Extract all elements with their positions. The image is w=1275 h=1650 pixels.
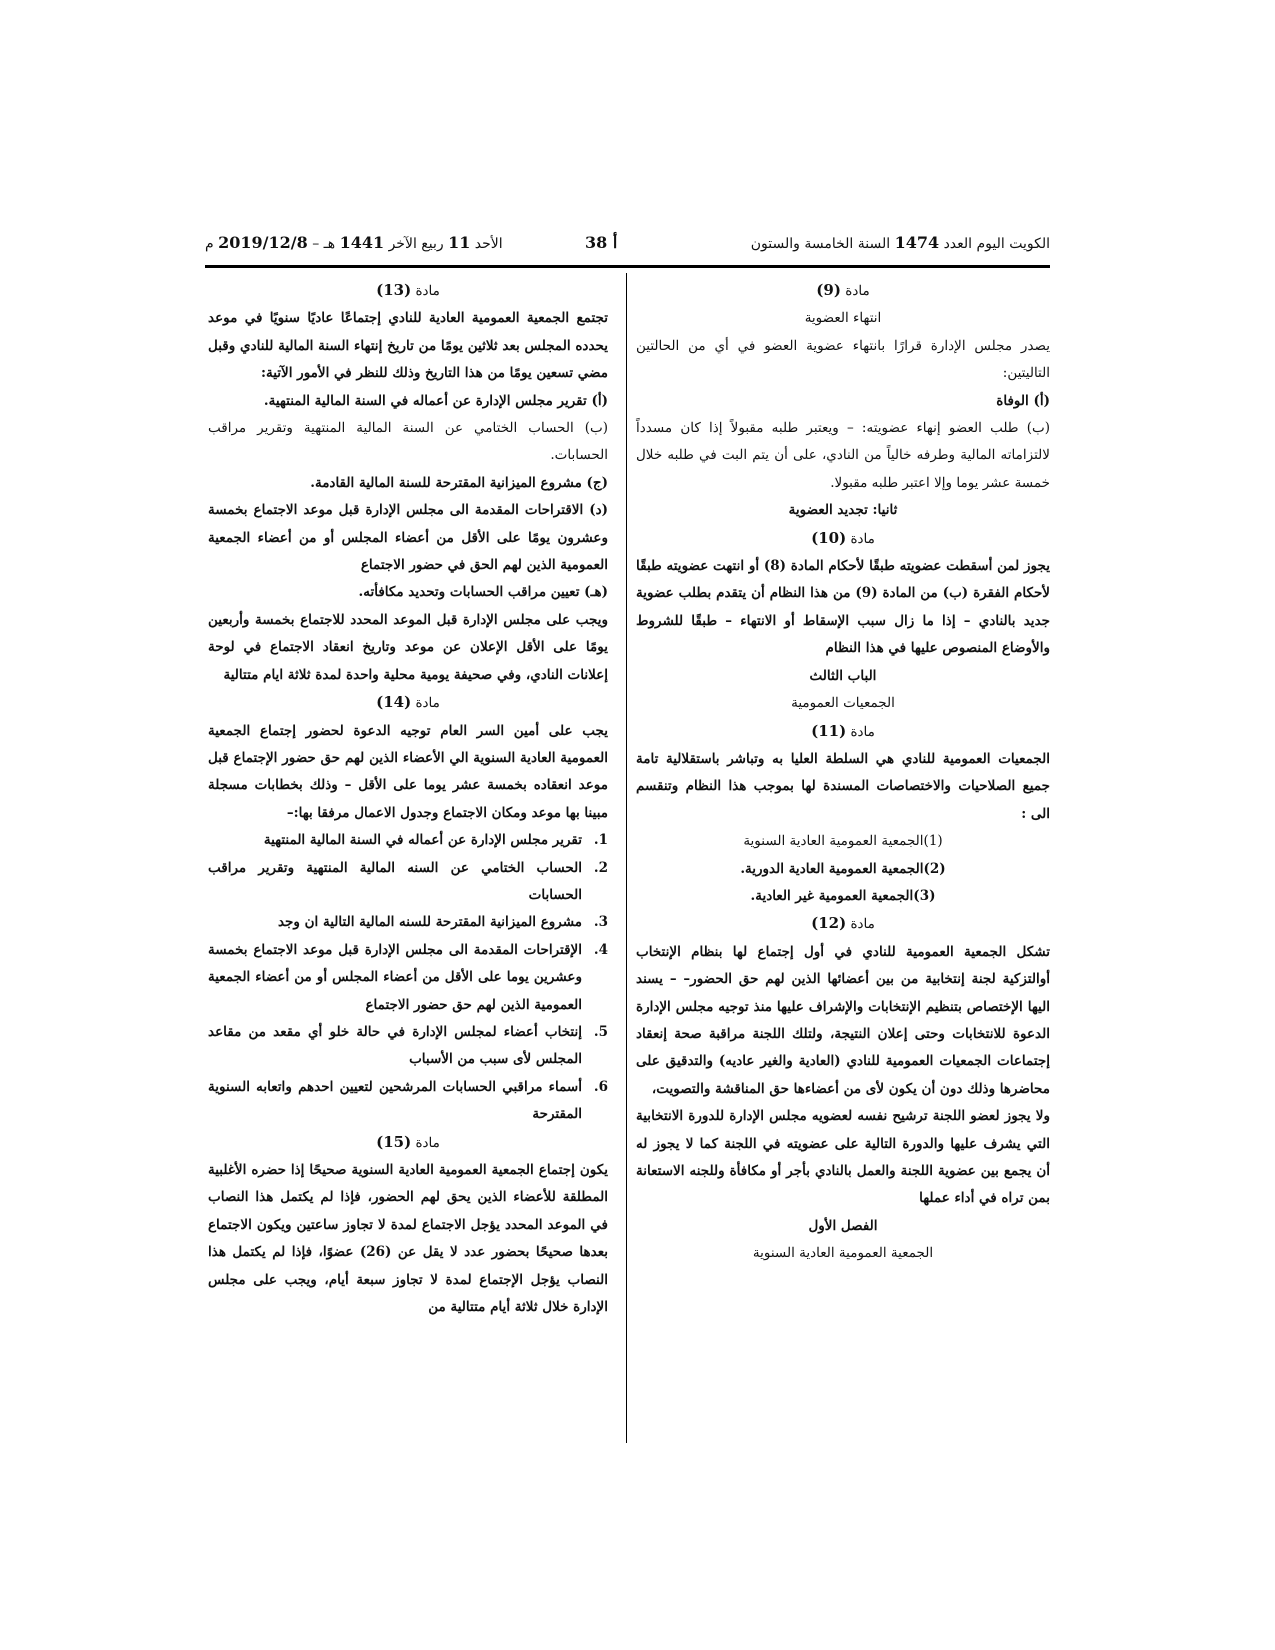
article-12-heading: مادة (12) bbox=[811, 914, 875, 933]
list-item: 2. الحساب الختامي عن السنه المالية المنتهية وتقرير مراقب الحسابات bbox=[208, 859, 608, 903]
header-publication-suffix: السنة الخامسة والستون bbox=[750, 236, 891, 252]
header-issue-number: 1474 bbox=[894, 233, 940, 252]
list-item: 1. تقرير مجلس الإدارة عن أعماله في السنة المالية المنتهية bbox=[263, 832, 608, 849]
article-9-item-a: (أ) الوفاة bbox=[996, 392, 1050, 409]
header-date bbox=[205, 233, 503, 252]
list-item: 4. الإقتراحات المقدمة الى مجلس الإدارة قبل موعد الاجتماع بخمسة وعشرين يوما على الأقل من أعضاء المجلس أو من أعضاء الجمعية العمومية الذين لهم حق حضور الاجتماع bbox=[208, 941, 608, 1013]
article-13-item-c: (ج) مشروع الميزانية المقترحة للسنة المالية القادمة. bbox=[310, 474, 608, 491]
article-13-text-2: ويجب على مجلس الإدارة قبل الموعد المحدد للاجتماع بخمسة وأربعين يومًا على الأقل الإعلان عن موعد وتاريخ انعقاد الاجتماع في لوحة إعلانات النادي، وفي صحيفة يومية محلية واحدة لمدة ثلاثة ايام متتالية bbox=[208, 611, 608, 683]
article-13-item-e: (هـ) تعيين مراقب الحسابات وتحديد مكافأته. bbox=[358, 584, 608, 601]
header-publication bbox=[751, 233, 1050, 252]
left-column bbox=[208, 277, 608, 1321]
header-hijri-day: 11 bbox=[448, 233, 471, 252]
article-14-text: يجب على أمين السر العام توجيه الدعوة لحضور إجتماع الجمعية العمومية العادية السنوية الي الأعضاء الذين لهم حق حضور الإجتماع قبل موعد انعقاده بخمسة عشر يوما على الأقل – وذلك بخطابات مسجلة مبينا بها موعد ومكان الاجتماع وجدول الاعمال مرفقا بها:– bbox=[208, 722, 608, 821]
chapter-3-heading: الباب الثالث bbox=[809, 667, 877, 684]
header-gregorian-date: 2019/12/8 bbox=[218, 233, 308, 252]
article-12-text: تشكل الجمعية العمومية للنادي في أول إجتماع لها بنظام الإنتخاب أوالتزكية لجنة إنتخابية من بين أعضائها الذين لهم حق الحضور– – يسند اليها الإختصاص بتنظيم الإنتخابات والإشراف عليها منذ توجيه مجلس الإدارة الدعوة للانتخابات وحتى إعلان النتيجة، ولتلك اللجنة مراقبة صحة إنعقاد إجتماعات الجمعيات العمومية للنادي (العادية والغير عاديه) والتدقيق على محاضرها وذلك دون أن يكون لأى من أعضاءها حق المناقشة والتصويت، bbox=[636, 943, 1050, 1097]
article-9-subtitle: انتهاء العضوية bbox=[804, 310, 882, 327]
article-10-text: يجوز لمن أسقطت عضويته طبقًا لأحكام المادة (8) أو انتهت عضويته طبقًا لأحكام الفقرة (ب) من المادة (9) من هذا النظام أن يتقدم بطلب عضوية جديد بالنادي – إذا ما زال سبب الإسقاط أو الانتهاء – طبقًا للشروط والأوضاع المنصوص عليها في هذا النظام bbox=[636, 558, 1051, 657]
header-page-number: أ 38 bbox=[585, 233, 618, 252]
article-15-heading: مادة (15) bbox=[376, 1132, 440, 1151]
article-11-text: الجمعيات العمومية للنادي هي السلطة العليا به وتباشر باستقلالية تامة جميع الصلاحيات والاختصاصات المسندة لها بموجب هذا النظام وتنقسم الى : bbox=[636, 750, 1050, 822]
article-11-heading: مادة (11) bbox=[811, 721, 875, 740]
article-13-heading: مادة (13) bbox=[376, 281, 440, 299]
header-gregorian-suffix: م bbox=[205, 236, 214, 252]
article-10-heading: مادة (10) bbox=[811, 528, 875, 547]
list-item: 5. إنتخاب أعضاء لمجلس الإدارة في حالة خلو أي مقعد من مقاعد المجلس لأى سبب من الأسباب bbox=[208, 1023, 608, 1068]
section-first-heading: الفصل الأول bbox=[808, 1217, 878, 1234]
right-column bbox=[636, 277, 1050, 1268]
section-renewal: ثانيا: تجديد العضوية bbox=[788, 502, 898, 519]
chapter-3-subtitle: الجمعيات العمومية bbox=[791, 695, 895, 712]
header-rule bbox=[205, 265, 1050, 268]
section-first-subtitle: الجمعية العمومية العادية السنوية bbox=[752, 1245, 934, 1262]
article-9-heading: مادة (9) bbox=[816, 281, 870, 299]
article-9-item-b: (ب) طلب العضو إنهاء عضويته: – ويعتبر طلبه مقبولاً إذا كان مسدداً لالتزاماته المالية وطرفه خالياً من النادي، على أن يتم البت في طلبه خلال خمسة عشر يوما وإلا اعتبر طلبه مقبولا. bbox=[636, 420, 1050, 491]
header-day: الأحد bbox=[474, 236, 503, 252]
article-11-item-3: (3)الجمعية العمومية غير العادية. bbox=[750, 887, 936, 904]
article-13-text: تجتمع الجمعية العمومية العادية للنادي إجتماعًا عاديًا سنويًا في موعد يحدده المجلس بعد ثلاثين يومًا من تاريخ إنتهاء السنة المالية للنادي وقبل مضي تسعين يومًا من هذا التاريخ وذلك للنظر في الأمور الآتية: bbox=[208, 310, 608, 382]
page-header bbox=[205, 233, 1050, 265]
article-14-heading: مادة (14) bbox=[376, 693, 440, 712]
header-hijri-year: 1441 bbox=[339, 233, 385, 252]
article-13-item-b: (ب) الحساب الختامي عن السنة المالية المنتهية وتقرير مراقب الحسابات. bbox=[208, 420, 608, 464]
article-13-item-d: (د) الاقتراحات المقدمة الى مجلس الإدارة قبل موعد الاجتماع بخمسة وعشرون يومًا على الأقل من أعضاء المجلس أو من أعضاء الجمعية العمومية الذين لهم الحق في حضور الاجتماع bbox=[208, 502, 608, 574]
column-divider bbox=[626, 273, 627, 1443]
list-item: 3. مشروع الميزانية المقترحة للسنه المالية التالية ان وجد bbox=[277, 914, 608, 931]
header-hijri-month: ربيع الآخر bbox=[388, 236, 444, 252]
article-11-item-2: (2)الجمعية العمومية العادية الدورية. bbox=[740, 860, 946, 877]
header-publication-prefix: الكويت اليوم العدد bbox=[943, 236, 1050, 252]
article-11-item-1: (1)الجمعية العمومية العادية السنوية bbox=[743, 833, 943, 850]
article-12-text-2: ولا يجوز لعضو اللجنة ترشيح نفسه لعضويه مجلس الإدارة للدورة الانتخابية التي يشرف عليها والدورة التالية على عضويته في اللجنة كما لا يجوز له أن يجمع بين عضوية اللجنة والعمل بالنادي بأجر أو مكافأة وللجنه الاستعانة بمن تراه في أداء عملها bbox=[636, 1108, 1050, 1207]
list-item: 6. أسماء مراقبي الحسابات المرشحين لتعيين احدهم واتعابه السنوية المقترحة bbox=[208, 1078, 608, 1123]
header-hijri-suffix: هـ – bbox=[312, 236, 336, 252]
article-9-text: يصدر مجلس الإدارة قرارًا بانتهاء عضوية العضو في أي من الحالتين التاليتين: bbox=[636, 337, 1050, 382]
article-13-item-a: (أ) تقرير مجلس الإدارة عن أعماله في السنة المالية المنتهية. bbox=[263, 392, 608, 409]
article-15-text: يكون إجتماع الجمعية العمومية العادية السنوية صحيحًا إذا حضره الأغلبية المطلقة للأعضاء الذين يحق لهم الحضور، فإذا لم يكتمل هذا النصاب في الموعد المحدد يؤجل الاجتماع لمدة لا تجاوز ساعتين ويكون الاجتماع بعدها صحيحًا بحضور عدد لا يقل عن (26) عضوًا، فإذا لم يكتمل هذا النصاب يؤجل الإجتماع لمدة لا تجاوز سبعة أيام، ويجب على مجلس الإدارة خلال ثلاثة أيام متتالية من bbox=[208, 1162, 608, 1316]
